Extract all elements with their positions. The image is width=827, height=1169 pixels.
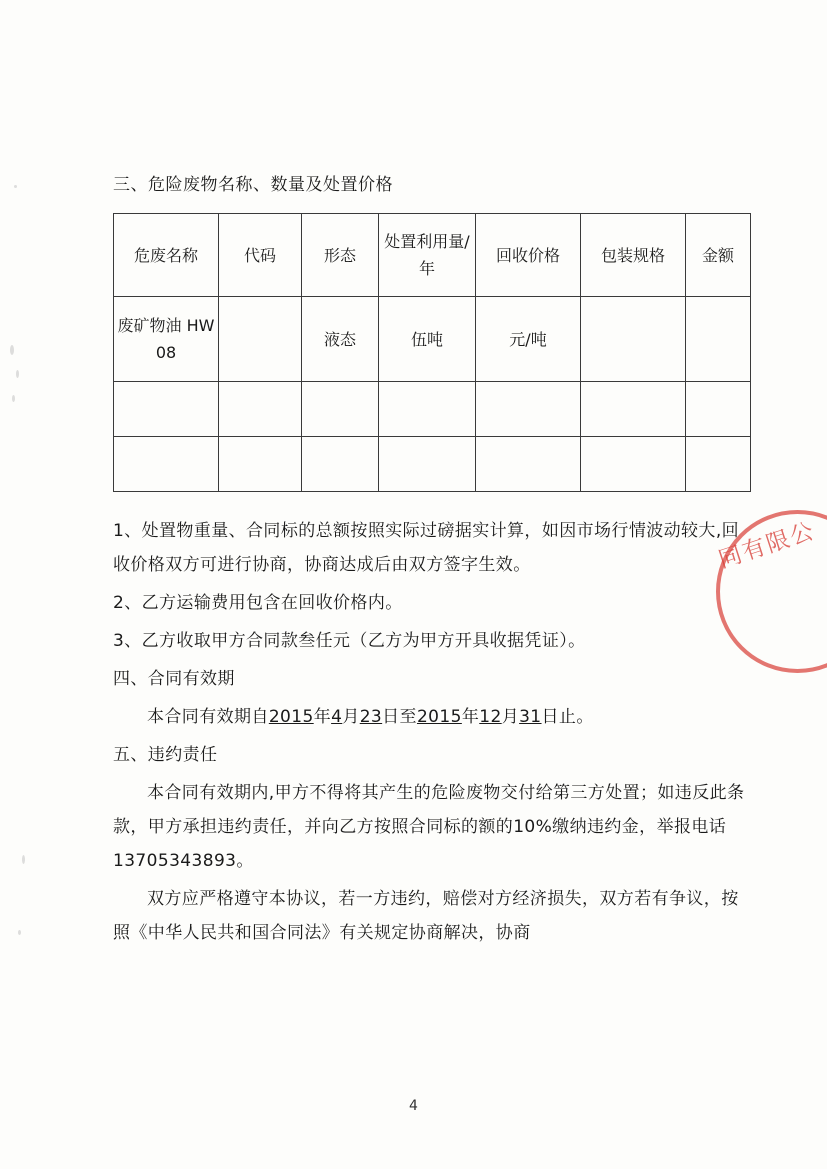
table-cell: 液态 bbox=[302, 297, 379, 382]
validity-suffix: 日止。 bbox=[541, 707, 594, 728]
table-cell bbox=[302, 382, 379, 437]
section-four-heading: 四、合同有效期 bbox=[113, 669, 235, 690]
start-year: 2015 bbox=[268, 707, 314, 728]
table-row bbox=[114, 437, 751, 492]
scan-speckle bbox=[12, 395, 15, 402]
table-cell bbox=[581, 382, 686, 437]
end-year-unit: 年 bbox=[461, 707, 480, 728]
table-cell bbox=[114, 382, 219, 437]
clause-2: 2、乙方运输费用包含在回收价格内。 bbox=[113, 593, 403, 614]
table-cell bbox=[581, 437, 686, 492]
start-month: 4 bbox=[331, 707, 343, 728]
end-month-unit: 月 bbox=[501, 707, 520, 728]
table-cell: 废矿物油 HW08 bbox=[114, 297, 219, 382]
table-cell bbox=[476, 382, 581, 437]
scan-speckle bbox=[16, 370, 19, 378]
page-number: 4 bbox=[409, 1098, 418, 1114]
company-seal-text: 同有限公 bbox=[715, 517, 819, 574]
breach-paragraph-1: 本合同有效期内,甲方不得将其产生的危险废物交付给第三方处置；如违反此条款，甲方承担违约责任，并向乙方按照合同标的额的10%缴纳违约金，举报电话13705343893。 bbox=[113, 783, 745, 872]
table-cell bbox=[686, 382, 751, 437]
validity-prefix: 本合同有效期自 bbox=[147, 707, 269, 728]
table-row bbox=[114, 297, 751, 382]
month-unit: 月 bbox=[342, 707, 360, 728]
scan-speckle bbox=[10, 345, 14, 355]
table-cell bbox=[379, 437, 476, 492]
day-unit: 日至 bbox=[382, 707, 417, 728]
table-header-cell-code: 代码 bbox=[219, 214, 302, 297]
table-cell bbox=[219, 297, 302, 382]
clause-1: 1、处置物重量、合同标的总额按照实际过磅据实计算，如因市场行情波动较大,回收价格双方可进行协商，协商达成后由双方签字生效。 bbox=[113, 521, 740, 576]
table-cell bbox=[686, 297, 751, 382]
table-cell bbox=[379, 382, 476, 437]
table-header-cell-quantity: 处置利用量/年 bbox=[379, 214, 476, 297]
table-cell bbox=[581, 297, 686, 382]
validity-period-line bbox=[113, 700, 747, 734]
table-cell bbox=[219, 437, 302, 492]
scan-speckle bbox=[14, 185, 17, 188]
table-header-row bbox=[114, 214, 751, 297]
table-header-cell-form: 形态 bbox=[302, 214, 379, 297]
table-cell bbox=[686, 437, 751, 492]
end-year: 2015 bbox=[416, 707, 462, 728]
table-cell bbox=[219, 382, 302, 437]
scan-speckle bbox=[18, 930, 21, 935]
scan-speckle bbox=[22, 855, 25, 864]
clause-3: 3、乙方收取甲方合同款叁任元（乙方为甲方开具收据凭证）。 bbox=[113, 631, 586, 652]
section-five-heading: 五、违约责任 bbox=[113, 745, 218, 766]
table-header-cell-price: 回收价格 bbox=[476, 214, 581, 297]
table-header-cell-amount: 金额 bbox=[686, 214, 751, 297]
table-header-cell-packaging: 包装规格 bbox=[581, 214, 686, 297]
year-unit: 年 bbox=[313, 707, 332, 728]
table-cell bbox=[302, 437, 379, 492]
table-cell: 伍吨 bbox=[379, 297, 476, 382]
waste-price-table bbox=[113, 213, 751, 492]
table-cell: 元/吨 bbox=[476, 297, 581, 382]
table-cell bbox=[114, 437, 219, 492]
table-cell bbox=[476, 437, 581, 492]
section-three-heading: 三、危险废物名称、数量及处置价格 bbox=[113, 175, 393, 195]
end-month: 12 bbox=[479, 707, 502, 728]
start-day: 23 bbox=[359, 707, 383, 728]
breach-paragraph-2: 双方应严格遵守本协议，若一方违约，赔偿对方经济损失，双方若有争议，按照《中华人民共和国合同法》有关规定协商解决，协商 bbox=[113, 889, 739, 944]
table-row bbox=[114, 382, 751, 437]
end-day: 31 bbox=[519, 707, 542, 728]
table-header-cell-name: 危废名称 bbox=[114, 214, 219, 297]
document-content bbox=[113, 172, 747, 954]
